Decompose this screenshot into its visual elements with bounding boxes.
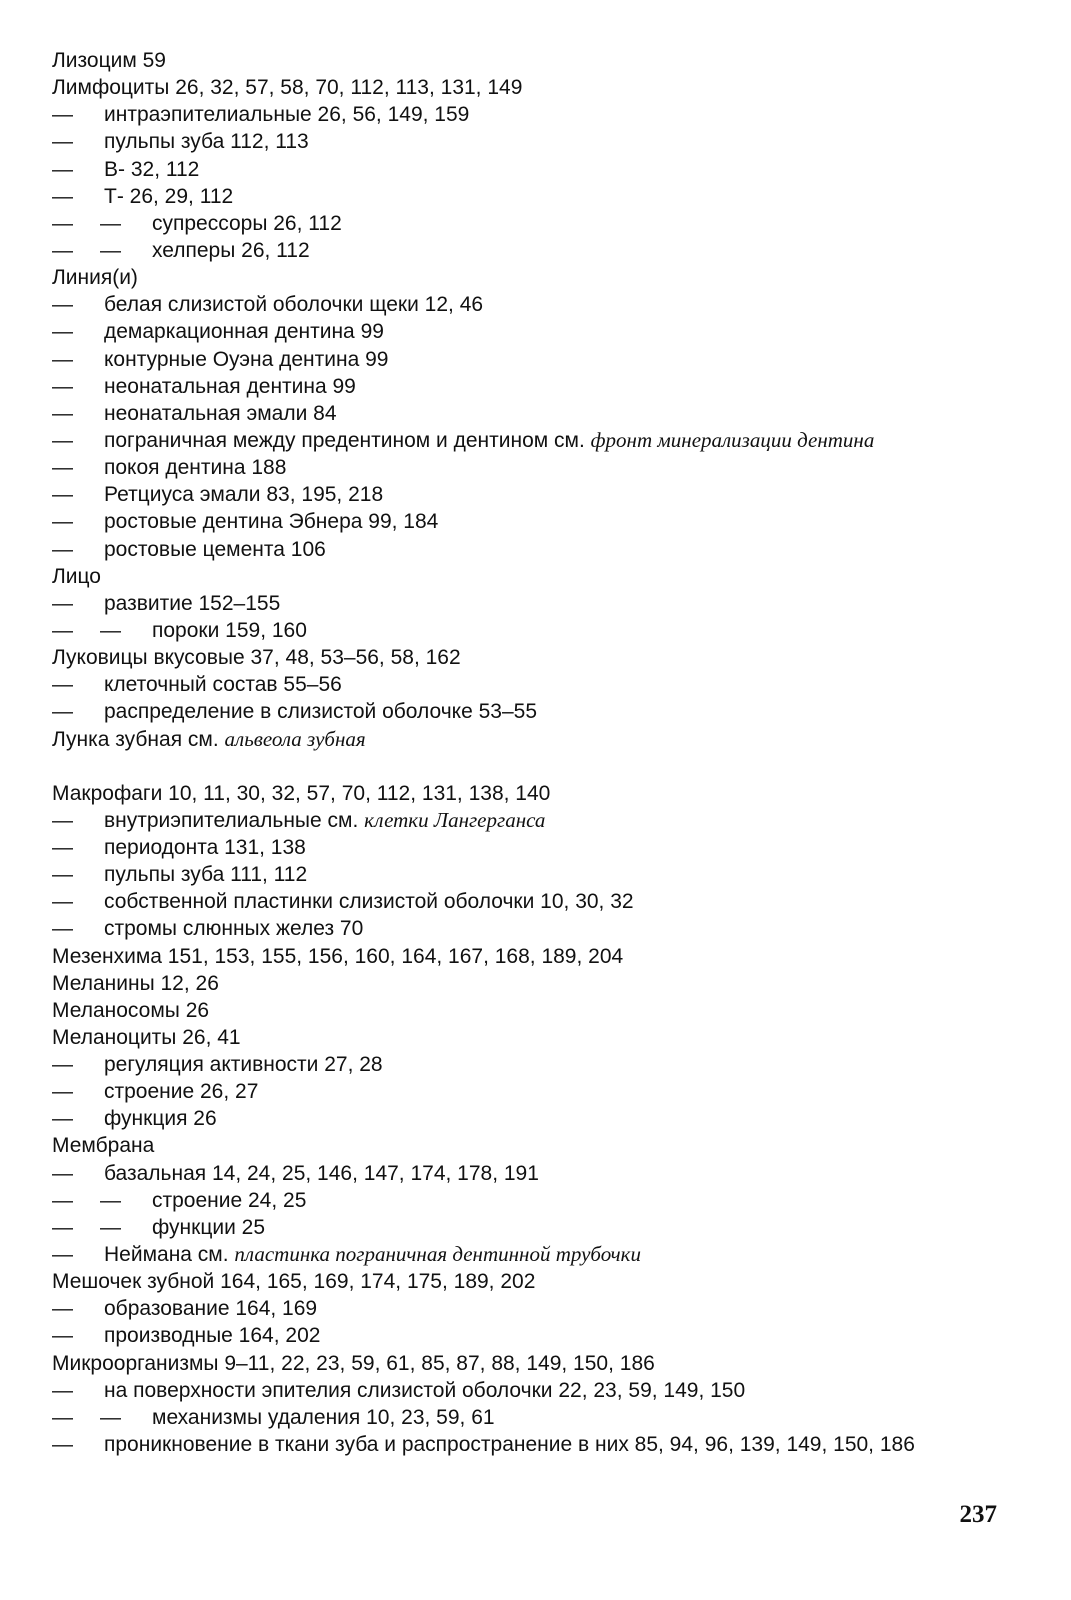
entry-dash: —	[52, 374, 73, 398]
entry-text-wrap	[52, 970, 219, 997]
entry-text-wrap	[52, 1132, 154, 1159]
index-subentry	[52, 427, 1042, 454]
entry-text-wrap	[104, 373, 356, 400]
entry-text: стромы слюнных желез 70	[104, 917, 364, 941]
cross-reference: фронт минерализации дентина	[590, 427, 875, 452]
entry-text-wrap	[52, 74, 522, 101]
index-entry	[52, 264, 1042, 291]
cross-reference: альвеола зубная	[224, 726, 366, 751]
entry-text-wrap	[104, 807, 545, 834]
entry-text-wrap	[52, 1268, 535, 1295]
index-entries	[52, 47, 1042, 1458]
index-entry	[52, 644, 1042, 671]
entry-text-wrap	[104, 671, 342, 698]
entry-dash: —	[52, 890, 73, 914]
entry-text: В- 32, 112	[104, 157, 200, 181]
entry-text: ростовые цемента 106	[104, 537, 326, 561]
entry-text: образование 164, 169	[104, 1297, 318, 1321]
entry-dash: —	[52, 320, 73, 344]
entry-dash: —	[52, 673, 73, 697]
index-subentry	[52, 861, 1042, 888]
entry-text-wrap	[152, 237, 310, 264]
entry-text-wrap	[104, 318, 384, 345]
entry-text: супрессоры 26, 112	[152, 211, 342, 235]
index-entry	[52, 74, 1042, 101]
page-number: 237	[959, 1501, 997, 1528]
index-subentry	[52, 454, 1042, 481]
entry-text: неонатальная эмали 84	[104, 401, 337, 425]
entry-text-wrap	[52, 563, 101, 590]
entry-dash: —	[52, 1215, 73, 1239]
index-subentry	[52, 1214, 1042, 1241]
index-subentry	[52, 101, 1042, 128]
entry-dash: —	[52, 1080, 73, 1104]
entry-dash: —	[52, 103, 73, 127]
index-subentry	[52, 346, 1042, 373]
index-subentry	[52, 1105, 1042, 1132]
entry-dash: —	[52, 184, 73, 208]
index-subentry	[52, 1377, 1042, 1404]
entry-text-wrap	[104, 861, 307, 888]
entry-dash: —	[52, 700, 73, 724]
index-subentry	[52, 698, 1042, 725]
entry-text: демаркационная дентина 99	[104, 320, 384, 344]
entry-text: строение 26, 27	[104, 1080, 259, 1104]
entry-text-wrap	[152, 1404, 495, 1431]
entry-text: пограничная между предентином и дентином см.	[104, 428, 585, 452]
index-page	[52, 47, 1042, 1458]
entry-dash: —	[52, 917, 73, 941]
index-subentry	[52, 237, 1042, 264]
entry-text-wrap	[104, 834, 306, 861]
section-gap	[52, 753, 1042, 780]
index-subentry	[52, 1051, 1042, 1078]
entry-text: Лимфоциты 26, 32, 57, 58, 70, 112, 113, 131, 149	[52, 76, 523, 100]
entry-dash-secondary: —	[100, 1405, 121, 1429]
index-subentry	[52, 1295, 1042, 1322]
index-subentry	[52, 1322, 1042, 1349]
entry-dash: —	[52, 1297, 73, 1321]
entry-dash: —	[52, 1405, 73, 1429]
entry-text-wrap	[104, 128, 309, 155]
entry-dash: —	[52, 863, 73, 887]
entry-text: Меланоциты 26, 41	[52, 1025, 241, 1049]
entry-text-wrap	[52, 1350, 655, 1377]
entry-text: покоя дентина 188	[104, 456, 287, 480]
entry-text: внутриэпителиальные см.	[104, 808, 359, 832]
index-subentry	[52, 291, 1042, 318]
index-subentry	[52, 1160, 1042, 1187]
entry-dash: —	[52, 1324, 73, 1348]
entry-text-wrap	[104, 183, 233, 210]
entry-text-wrap	[104, 427, 874, 454]
entry-dash: —	[52, 428, 73, 452]
index-subentry	[52, 156, 1042, 183]
entry-text-wrap	[104, 590, 280, 617]
index-subentry	[52, 834, 1042, 861]
entry-text-wrap	[52, 644, 461, 671]
entry-dash-secondary: —	[100, 238, 121, 262]
entry-dash: —	[52, 537, 73, 561]
entry-text: клеточный состав 55–56	[104, 673, 342, 697]
index-entry	[52, 997, 1042, 1024]
index-entry	[52, 780, 1042, 807]
index-subentry	[52, 128, 1042, 155]
entry-dash: —	[52, 591, 73, 615]
entry-text: ростовые дентина Эбнера 99, 184	[104, 510, 439, 534]
index-subentry	[52, 1404, 1042, 1431]
index-subentry	[52, 617, 1042, 644]
entry-text: Линия(и)	[52, 266, 138, 290]
entry-text-wrap	[104, 536, 326, 563]
entry-dash-secondary: —	[100, 1215, 121, 1239]
cross-reference: клетки Лангерганса	[364, 807, 546, 832]
index-subentry	[52, 1241, 1042, 1268]
entry-text: Мешочек зубной 164, 165, 169, 174, 175, 189, 202	[52, 1270, 536, 1294]
entry-text: собственной пластинки слизистой оболочки 10, 30, 32	[104, 890, 634, 914]
entry-text-wrap	[104, 1322, 320, 1349]
entry-dash: —	[52, 1433, 73, 1457]
index-subentry	[52, 807, 1042, 834]
entry-text-wrap	[52, 1024, 241, 1051]
index-subentry	[52, 1078, 1042, 1105]
entry-text: Неймана см.	[104, 1243, 229, 1267]
entry-text-wrap	[52, 997, 209, 1024]
index-entry	[52, 1350, 1042, 1377]
entry-text-wrap	[152, 617, 307, 644]
index-subentry	[52, 481, 1042, 508]
entry-dash: —	[52, 808, 73, 832]
index-subentry	[52, 671, 1042, 698]
index-subentry	[52, 508, 1042, 535]
entry-text-wrap	[52, 726, 366, 753]
entry-text: хелперы 26, 112	[152, 238, 310, 262]
index-entry	[52, 1024, 1042, 1051]
entry-text: Ретциуса эмали 83, 195, 218	[104, 483, 384, 507]
entry-dash: —	[52, 1107, 73, 1131]
entry-dash: —	[52, 483, 73, 507]
entry-dash: —	[52, 835, 73, 859]
entry-dash: —	[52, 211, 73, 235]
entry-text-wrap	[104, 698, 537, 725]
entry-text-wrap	[104, 291, 483, 318]
entry-text: контурные Оуэна дентина 99	[104, 347, 389, 371]
index-entry	[52, 1268, 1042, 1295]
entry-dash: —	[52, 456, 73, 480]
entry-text: Мембрана	[52, 1134, 155, 1158]
entry-text: развитие 152–155	[104, 591, 281, 615]
index-subentry	[52, 1431, 1042, 1458]
index-subentry	[52, 915, 1042, 942]
index-subentry	[52, 590, 1042, 617]
entry-dash: —	[52, 618, 73, 642]
entry-text-wrap	[104, 1431, 915, 1458]
index-subentry	[52, 373, 1042, 400]
entry-text: Мезенхима 151, 153, 155, 156, 160, 164, 167, 168, 189, 204	[52, 944, 624, 968]
entry-text-wrap	[104, 1241, 641, 1268]
index-entry	[52, 563, 1042, 590]
entry-text-wrap	[104, 1078, 258, 1105]
entry-text-wrap	[104, 481, 383, 508]
entry-text: белая слизистой оболочки щеки 12, 46	[104, 293, 484, 317]
entry-dash: —	[52, 401, 73, 425]
entry-text: Микроорганизмы 9–11, 22, 23, 59, 61, 85, 87, 88, 149, 150, 186	[52, 1351, 655, 1375]
entry-dash: —	[52, 238, 73, 262]
entry-text: интраэпителиальные 26, 56, 149, 159	[104, 103, 470, 127]
entry-text-wrap	[104, 156, 199, 183]
entry-text-wrap	[104, 454, 286, 481]
entry-dash-secondary: —	[100, 211, 121, 235]
entry-dash: —	[52, 157, 73, 181]
entry-text-wrap	[52, 943, 623, 970]
entry-text-wrap	[104, 915, 363, 942]
index-subentry	[52, 400, 1042, 427]
entry-text-wrap	[104, 1377, 745, 1404]
entry-text: механизмы удаления 10, 23, 59, 61	[152, 1405, 495, 1429]
index-subentry	[52, 183, 1042, 210]
entry-text: Меланины 12, 26	[52, 971, 219, 995]
index-subentry	[52, 318, 1042, 345]
entry-dash-secondary: —	[100, 618, 121, 642]
entry-text-wrap	[152, 1187, 306, 1214]
entry-dash: —	[52, 347, 73, 371]
entry-text-wrap	[104, 101, 469, 128]
entry-text: Лицо	[52, 564, 101, 588]
entry-text: Лунка зубная см.	[52, 727, 219, 751]
entry-text-wrap	[104, 1051, 383, 1078]
entry-text: на поверхности эпителия слизистой оболочки 22, 23, 59, 149, 150	[104, 1378, 746, 1402]
entry-text: производные 164, 202	[104, 1324, 321, 1348]
index-subentry	[52, 1187, 1042, 1214]
entry-dash: —	[52, 130, 73, 154]
index-entry	[52, 970, 1042, 997]
entry-text: пульпы зуба 112, 113	[104, 130, 309, 154]
entry-dash: —	[52, 510, 73, 534]
entry-text: Луковицы вкусовые 37, 48, 53–56, 58, 162	[52, 646, 461, 670]
entry-text: функция 26	[104, 1107, 217, 1131]
entry-dash: —	[52, 1053, 73, 1077]
entry-text-wrap	[104, 400, 337, 427]
entry-text: проникновение в ткани зуба и распространение в них 85, 94, 96, 139, 149, 150, 186	[104, 1433, 915, 1457]
entry-text-wrap	[104, 1105, 217, 1132]
entry-text-wrap	[104, 1160, 539, 1187]
entry-text-wrap	[52, 780, 550, 807]
entry-text: пороки 159, 160	[152, 618, 307, 642]
entry-dash: —	[52, 1161, 73, 1185]
entry-dash: —	[52, 1378, 73, 1402]
entry-dash: —	[52, 1188, 73, 1212]
entry-text: неонатальная дентина 99	[104, 374, 356, 398]
entry-text: распределение в слизистой оболочке 53–55	[104, 700, 538, 724]
index-subentry	[52, 210, 1042, 237]
entry-text: Макрофаги 10, 11, 30, 32, 57, 70, 112, 131, 138, 140	[52, 781, 551, 805]
entry-text: Т- 26, 29, 112	[104, 184, 234, 208]
index-entry	[52, 726, 1042, 753]
entry-text-wrap	[104, 346, 388, 373]
entry-text: пульпы зуба 111, 112	[104, 863, 308, 887]
entry-text-wrap	[104, 1295, 317, 1322]
entry-text-wrap	[104, 508, 438, 535]
entry-text: регуляция активности 27, 28	[104, 1053, 383, 1077]
entry-dash: —	[52, 293, 73, 317]
index-subentry	[52, 888, 1042, 915]
entry-text-wrap	[152, 1214, 265, 1241]
index-entry	[52, 943, 1042, 970]
index-subentry	[52, 536, 1042, 563]
entry-text: периодонта 131, 138	[104, 835, 306, 859]
cross-reference: пластинка пограничная дентинной трубочки	[234, 1242, 642, 1267]
entry-text: строение 24, 25	[152, 1188, 307, 1212]
entry-text: базальная 14, 24, 25, 146, 147, 174, 178, 191	[104, 1161, 539, 1185]
entry-dash-secondary: —	[100, 1188, 121, 1212]
entry-text: Лизоцим 59	[52, 49, 166, 72]
entry-text: функции 25	[152, 1215, 266, 1239]
entry-text-wrap	[104, 888, 634, 915]
index-entry	[52, 1132, 1042, 1159]
entry-text-wrap	[52, 264, 138, 291]
index-entry	[52, 47, 1042, 74]
entry-text: Меланосомы 26	[52, 998, 210, 1022]
entry-dash: —	[52, 1243, 73, 1267]
entry-text-wrap	[52, 47, 166, 74]
entry-text-wrap	[152, 210, 342, 237]
